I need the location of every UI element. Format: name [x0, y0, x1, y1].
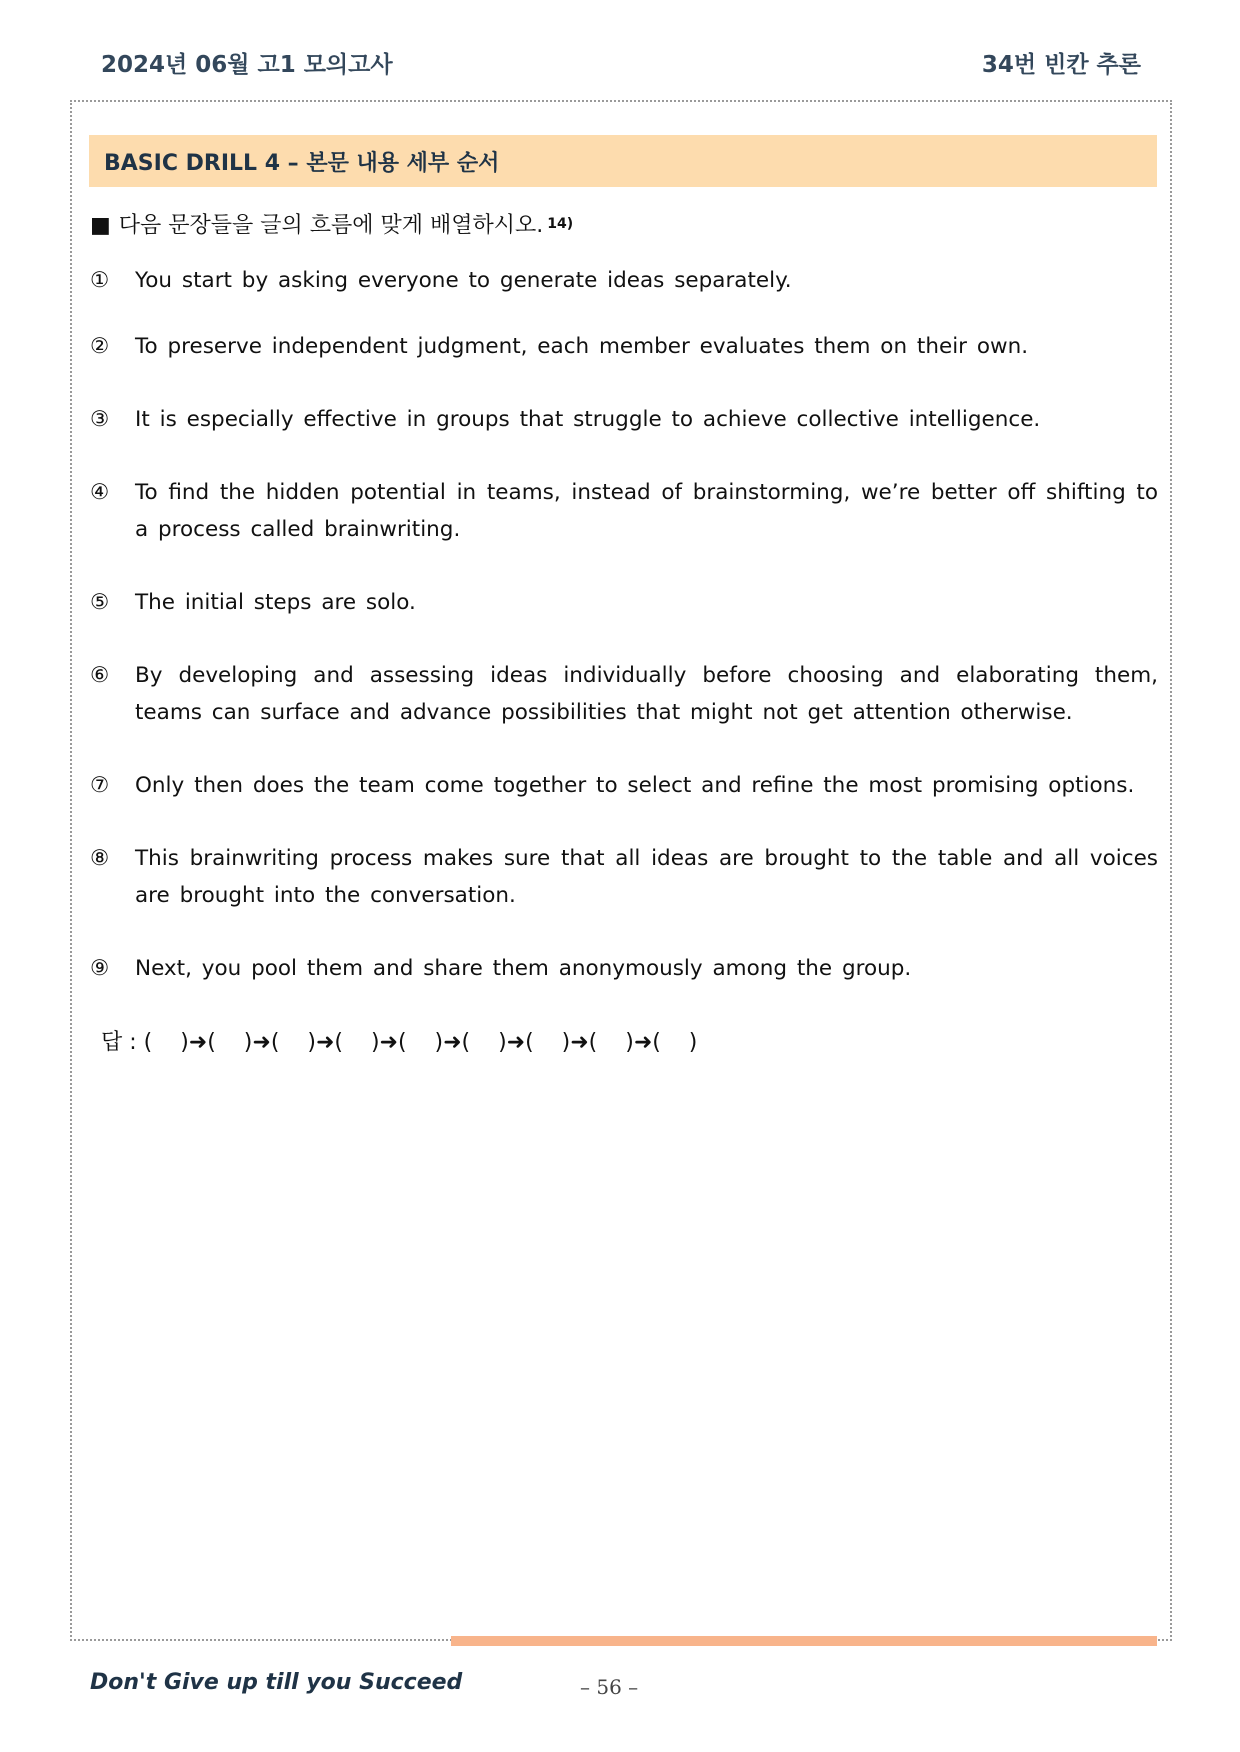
drill-title-bar	[89, 135, 1157, 187]
item-number: ⑨	[90, 956, 110, 981]
item-number: ④	[90, 480, 110, 505]
item-text: The initial steps are solo.	[135, 590, 416, 615]
item-number: ⑧	[90, 846, 110, 871]
footer-motto: Don't Give up till you Succeed	[90, 1670, 463, 1695]
sentence-item-6	[90, 657, 1158, 731]
footnote-marker: 14)	[547, 216, 574, 232]
item-number: ⑦	[90, 773, 110, 798]
sentence-item-1	[90, 262, 1158, 299]
item-text: By developing and assessing ideas individually before choosing and elaborating them, teams can surface and advance possibilities that might not get attention otherwise.	[135, 663, 1158, 725]
instruction-text: 다음 문장들을 글의 흐름에 맞게 배열하시오.	[118, 213, 544, 238]
item-text: To find the hidden potential in teams, instead of brainstorming, we’re better off shifting to a process called brainwriting.	[135, 480, 1158, 542]
sentence-item-8	[90, 840, 1158, 914]
answer-blanks[interactable]: ( )➜( )➜( )➜( )➜( )➜( )➜( )➜( )➜( )	[143, 1030, 698, 1055]
sentence-item-4	[90, 474, 1158, 548]
square-bullet-icon: ■	[90, 213, 111, 238]
instruction	[90, 208, 573, 239]
answer-line	[101, 1025, 697, 1056]
page-number: – 56 –	[580, 1675, 639, 1699]
exam-title: 2024년 06월 고1 모의고사	[101, 52, 393, 78]
item-text: This brainwriting process makes sure that all ideas are brought to the table and all voices are brought into the conversation.	[135, 846, 1158, 908]
item-number: ②	[90, 334, 110, 359]
item-text: To preserve independent judgment, each member evaluates them on their own.	[135, 334, 1029, 359]
item-text: You start by asking everyone to generate ideas separately.	[135, 268, 792, 293]
answer-label: 답 :	[101, 1030, 137, 1055]
item-text: It is especially effective in groups that struggle to achieve collective intelligence.	[135, 407, 1041, 432]
item-number: ⑤	[90, 590, 110, 615]
drill-title: BASIC DRILL 4 – 본문 내용 세부 순서	[104, 150, 500, 176]
item-text: Next, you pool them and share them anonymously among the group.	[135, 956, 912, 981]
item-text: Only then does the team come together to select and refine the most promising options.	[135, 773, 1135, 798]
sentence-item-5	[90, 584, 1158, 621]
sentence-item-9	[90, 950, 1158, 987]
item-number: ⑥	[90, 663, 110, 688]
footer-accent-bar	[451, 1636, 1157, 1646]
item-number: ①	[90, 268, 110, 293]
sentence-item-3	[90, 401, 1158, 438]
sentence-item-2	[90, 328, 1158, 365]
item-number: ③	[90, 407, 110, 432]
question-type: 34번 빈칸 추론	[981, 52, 1141, 78]
sentence-item-7	[90, 767, 1158, 804]
